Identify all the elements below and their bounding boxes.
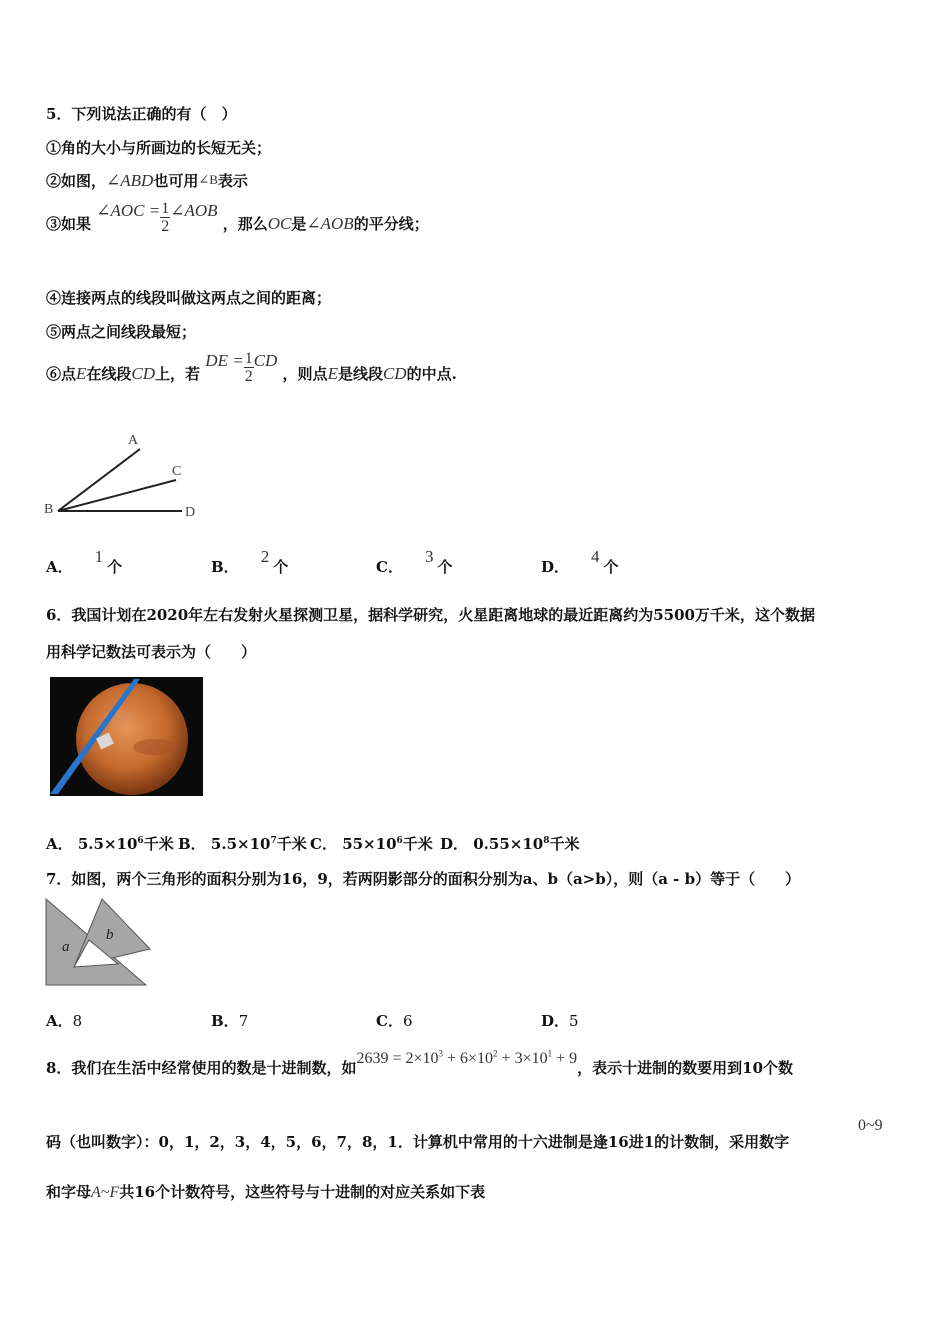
q5-statement-5: ⑤两点之间线段最短； [46,323,197,341]
q8-line2 [46,1131,789,1152]
q5-s6-on: 在线段 [86,365,132,383]
q5-s6-e2: E [327,364,338,383]
q5-s2-pre: ②如图， [46,172,107,190]
q5-s6-fraction: $\frac{1}{2}$ [244,349,253,385]
q5-s6-then: ，则点 [282,365,328,383]
q5-s3-fraction: $\frac{1}{2}$ [161,199,170,235]
q5-s2-mid: 也可用 [153,172,199,190]
q5-s6-cd2: CD [382,364,407,383]
q5-statement-1: ①角的大小与所画边的长短无关； [46,139,272,157]
q7-option-a[interactable]: A．8 [46,1012,83,1030]
q8-line3 [46,1181,485,1202]
q5-s3-oc: OC [267,214,292,233]
q5-s3-aob: ∠AOB [306,214,354,233]
q7-option-d[interactable]: D．5 [541,1012,579,1030]
q5-s6-rhs: CD [253,351,278,370]
q8-range-0-9: 0~9 [858,1117,883,1134]
q8-range-a-f: A~F [91,1184,120,1201]
label-b: b [106,927,114,943]
q8-l3-post: 共16个计数符号，这些符号与十进制的对应关系如下表 [119,1183,486,1201]
q7-option-b[interactable]: B．7 [211,1012,249,1030]
q6-option-c[interactable]: C． $55\times 10^6$千米 [310,835,433,853]
q8-l3-pre: 和字母 [46,1183,92,1201]
q5-s6-pre: ⑥点 [46,365,77,383]
q7-option-c[interactable]: C．6 [376,1012,413,1030]
label-d: D [185,505,196,520]
q5-option-c[interactable]: C．3个 [376,547,453,576]
q6-option-d[interactable]: D． $0.55\times 10^8$千米 [440,835,580,853]
q6-option-b[interactable]: B． $5.5\times 10^7$千米 [178,835,307,853]
q8-l1-post: ，表示十进制的数要用到10个数 [577,1059,794,1077]
q5-stem: 5．下列说法正确的有（ ） [46,105,237,123]
q5-option-b[interactable]: B．2个 [211,547,289,576]
label-b: B [44,502,54,517]
q5-s2-angle: ∠ABD [106,171,154,190]
q5-s6-post: 的中点. [406,365,457,383]
q8-l1-pre: 8．我们在生活中经常使用的数是十进制数，如 [46,1059,357,1077]
q5-s3-pre: ③如果 [46,215,92,233]
q5-s6-lhs: DE = [205,351,244,370]
q5-angle-figure [40,428,210,523]
q5-statement-6 [46,349,457,393]
q8-line1 [46,1048,794,1078]
q5-s3-mid: ，那么 [222,215,268,233]
q5-statement-3 [46,199,429,243]
q7-triangles-figure [44,897,154,989]
q7-stem: 7．如图，两个三角形的面积分别为16，9，若两阴影部分的面积分别为a、b（a>b），则（a - b）等于（ ） [46,870,801,888]
q5-s2-sym: ∠B [198,172,218,187]
q5-s6-if: 上，若 [155,365,201,383]
label-c: C [172,464,182,479]
q5-statement-2 [46,170,248,191]
q8-formula: $2639 = 2\times 10^3 + 6\times 10^2 + 3\times 10^1 + 9$ [356,1048,578,1067]
q5-s3-rhs: ∠AOB [170,201,218,220]
q5-s2-post: 表示 [217,172,248,190]
q5-option-a[interactable]: A．1个 [46,547,123,576]
ray-bc [58,480,176,511]
q5-s3-lhs: ∠AOC = [96,201,161,220]
ray-ba [58,449,140,511]
q8-l2-text: 码（也叫数字）：0，1，2，3，4，5，6，7，8，1．计算机中常用的十六进制是逢16进1的计数制，采用数字 [46,1133,790,1151]
mars-probe-photo [50,677,203,796]
q5-s3-post: 的平分线； [353,215,429,233]
label-a: a [62,939,70,955]
q6-stem-line2: 用科学记数法可表示为（ ） [46,643,257,661]
q5-option-d[interactable]: D．4个 [541,547,619,576]
q5-statement-4: ④连接两点的线段叫做这两点之间的距离； [46,289,332,307]
q5-s3-is: 是 [291,215,307,233]
label-a: A [128,433,139,448]
q6-stem-line1: 6．我国计划在2020年左右发射火星探测卫星，据科学研究，火星距离地球的最近距离约为5500万千米，这个数据 [46,606,815,624]
q5-s6-e: E [76,364,87,383]
q6-option-a[interactable]: A． $5.5\times 10^6$千米 [46,835,174,853]
q5-s6-is: 是线段 [337,365,383,383]
q5-s6-cd: CD [131,364,156,383]
